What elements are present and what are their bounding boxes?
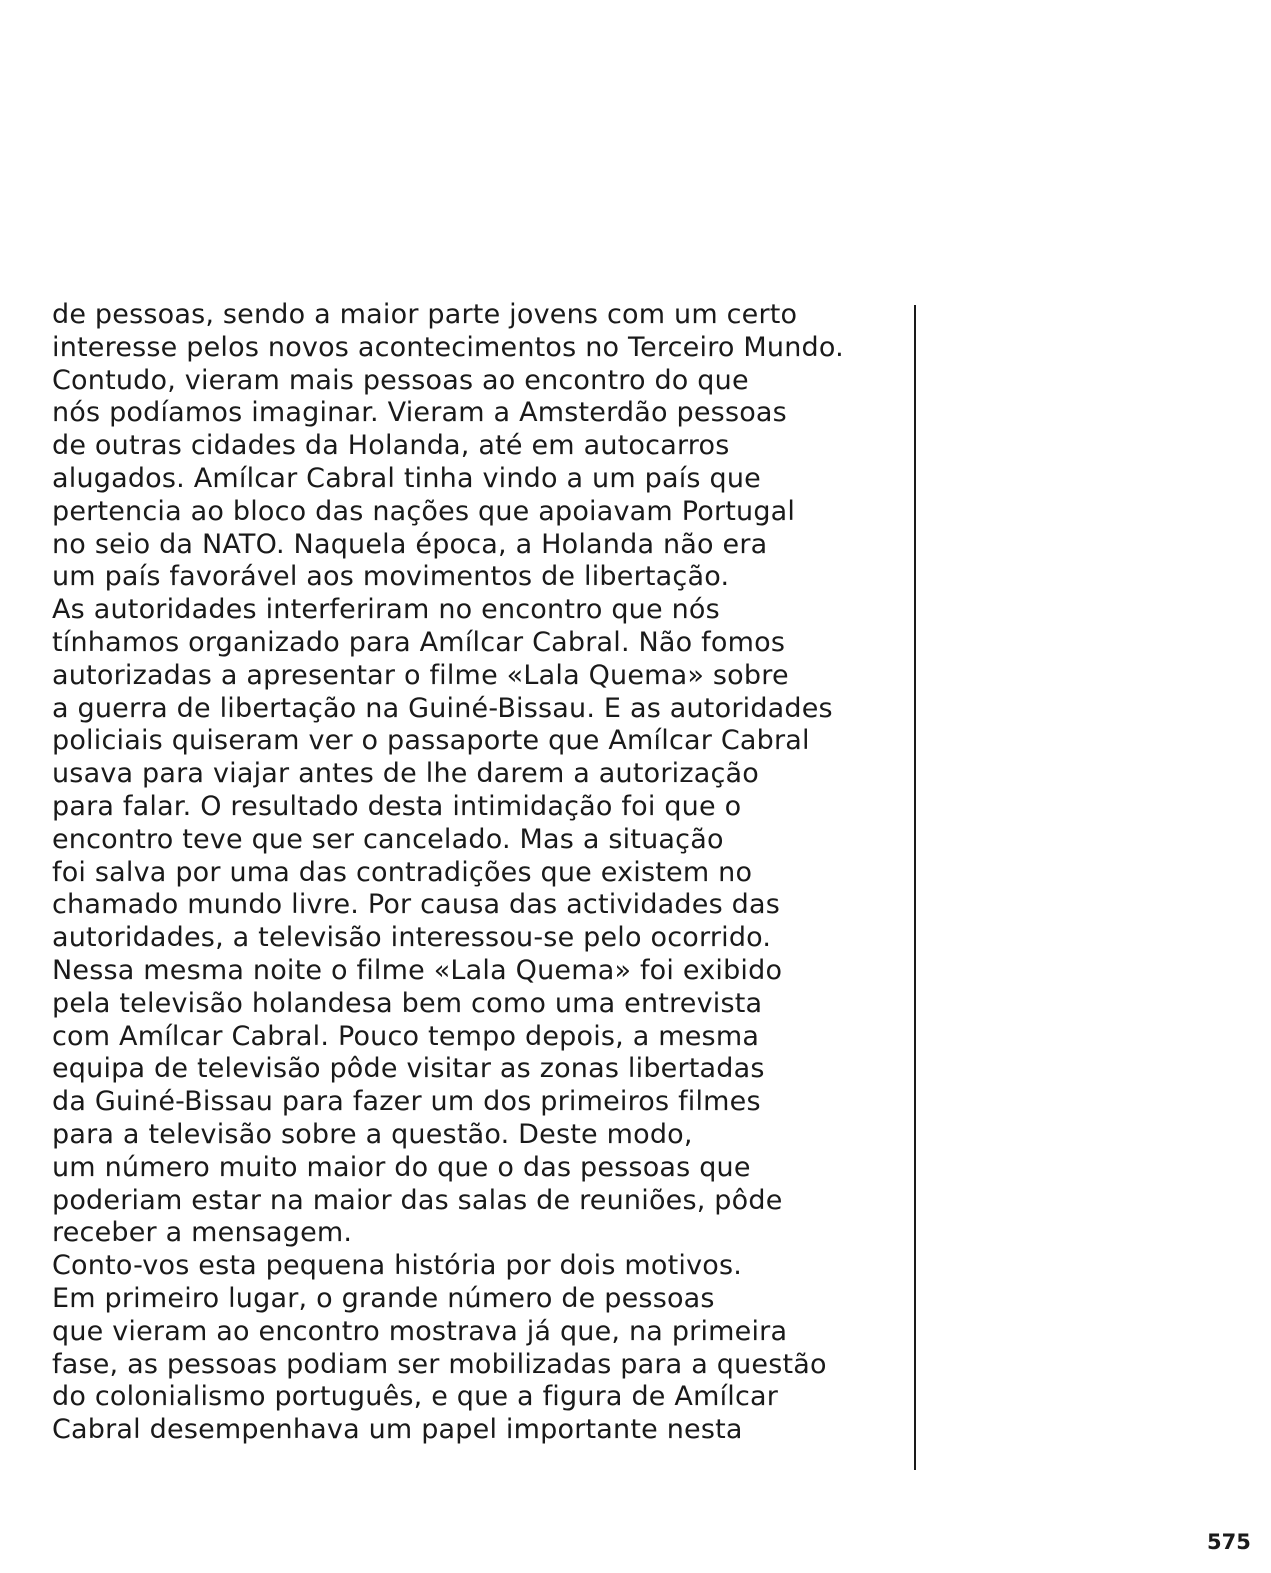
body-text [52, 299, 922, 1447]
text-line: de outras cidades da Holanda, até em autocarros [52, 430, 730, 462]
text-line: para falar. O resultado desta intimidação foi que o [52, 790, 742, 822]
text-line: para a televisão sobre a questão. Deste modo, [52, 1118, 693, 1150]
text-line: Nessa mesma noite o filme «Lala Quema» foi exibido [52, 954, 783, 986]
text-line: interesse pelos novos acontecimentos no Terceiro Mundo. [52, 331, 844, 363]
page-number: 575 [1207, 1530, 1251, 1554]
text-line: Cabral desempenhava um papel importante nesta [52, 1414, 743, 1446]
text-line: alugados. Amílcar Cabral tinha vindo a um país que [52, 462, 761, 494]
text-line: As autoridades interferiram no encontro que nós [52, 594, 720, 626]
text-line: pertencia ao bloco das nações que apoiavam Portugal [52, 495, 796, 527]
text-line: chamado mundo livre. Por causa das actividades das [52, 889, 780, 921]
text-line: nós podíamos imaginar. Vieram a Amsterdão pessoas [52, 397, 787, 429]
text-line: equipa de televisão pôde visitar as zonas libertadas [52, 1053, 765, 1085]
text-line: pela televisão holandesa bem como uma entrevista [52, 987, 763, 1019]
text-line: que vieram ao encontro mostrava já que, na primeira [52, 1315, 788, 1347]
text-line: policiais quiseram ver o passaporte que Amílcar Cabral [52, 725, 810, 757]
text-line: de pessoas, sendo a maior parte jovens com um certo [52, 299, 798, 330]
text-line: fase, as pessoas podiam ser mobilizadas para a questão [52, 1348, 827, 1380]
text-line: Contudo, vieram mais pessoas ao encontro do que [52, 364, 749, 396]
text-line: um país favorável aos movimentos de libertação. [52, 561, 730, 593]
text-line: poderiam estar na maior das salas de reuniões, pôde [52, 1184, 783, 1216]
text-line: com Amílcar Cabral. Pouco tempo depois, a mesma [52, 1020, 760, 1052]
text-line: a guerra de libertação na Guiné-Bissau. E as autoridades [52, 692, 833, 724]
text-line: autoridades, a televisão interessou-se pelo ocorrido. [52, 922, 772, 954]
margin-rule [914, 305, 916, 1470]
text-line: foi salva por uma das contradições que existem no [52, 856, 753, 888]
text-line: tínhamos organizado para Amílcar Cabral. Não fomos [52, 626, 786, 658]
text-line: Conto-vos esta pequena história por dois motivos. [52, 1250, 743, 1282]
text-line: receber a mensagem. [52, 1217, 353, 1249]
text-line: da Guiné-Bissau para fazer um dos primeiros filmes [52, 1086, 761, 1118]
text-line: Em primeiro lugar, o grande número de pessoas [52, 1282, 715, 1314]
text-line: do colonialismo português, e que a figura de Amílcar [52, 1381, 779, 1413]
text-line: no seio da NATO. Naquela época, a Holanda não era [52, 528, 768, 560]
text-line: autorizadas a apresentar o filme «Lala Quema» sobre [52, 659, 789, 691]
text-line: um número muito maior do que o das pessoas que [52, 1151, 751, 1183]
text-line: encontro teve que ser cancelado. Mas a situação [52, 823, 724, 855]
text-line: usava para viajar antes de lhe darem a autorização [52, 758, 759, 790]
